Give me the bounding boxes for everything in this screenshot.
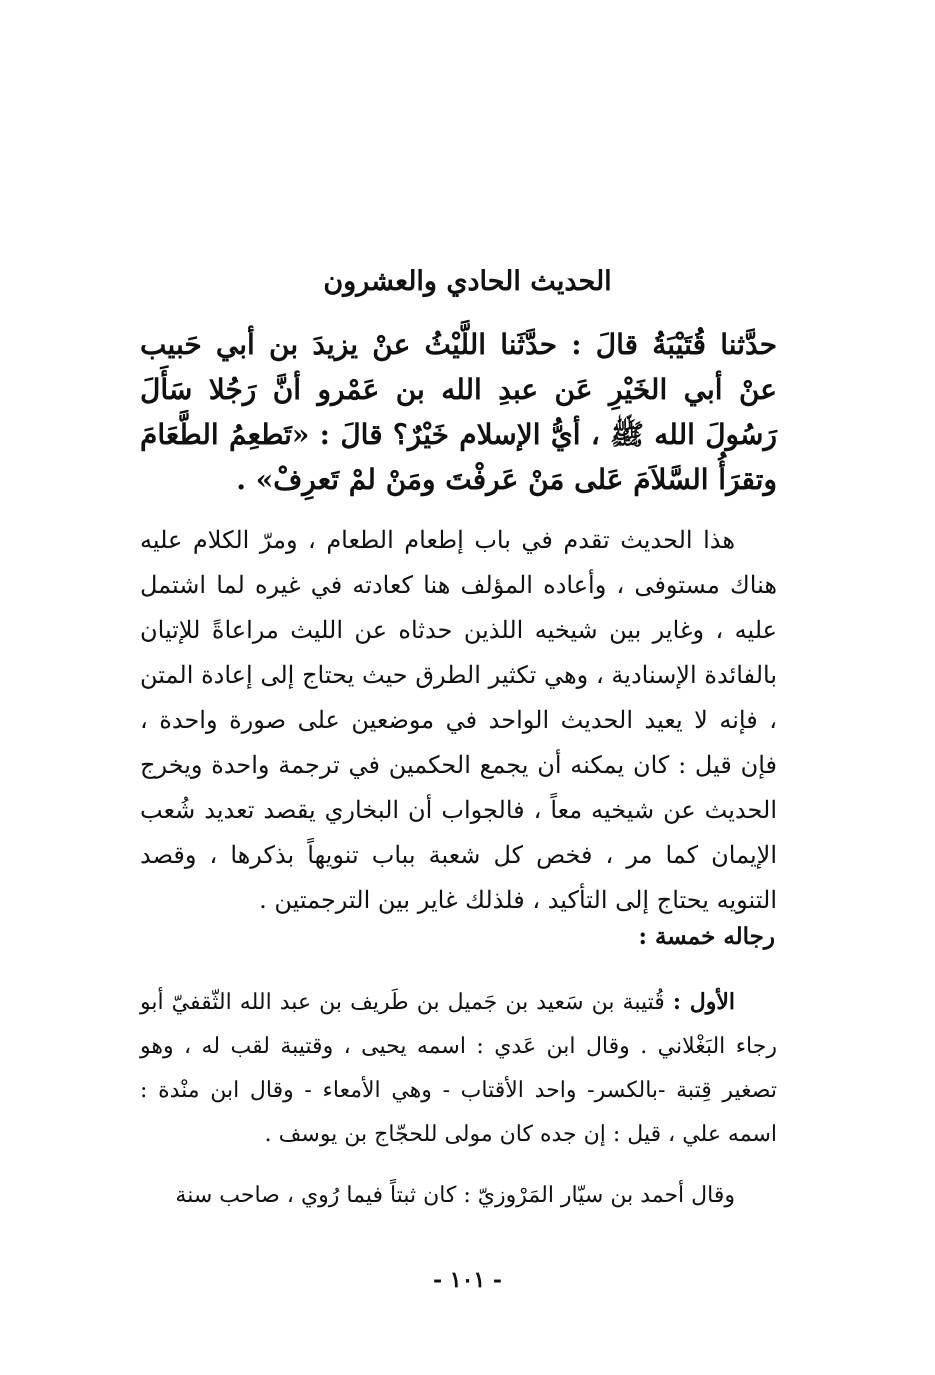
first-narrator-paragraph — [140, 980, 777, 1157]
hadith-text: حدَّثنا قُتَيْبَةُ قالَ : حدَّثَنا اللَّيْثُ عنْ يزيدَ بن أبي حَبيب عنْ أبي الخَيْرِ عَن عبدِ الله بن عَمْرو أنَّ رَجُلا سَأَلَ رَسُولَ الله ﷺ ، أيُّ الإسلام خَيْرٌ؟ قالَ : «تَطعِمُ الطَّعَامَ وتقرَأُ السَّلاَمَ عَلى مَنْ عَرفْتَ ومَنْ لمْ تَعرِفْ» . — [140, 328, 777, 496]
narrators-heading: رجاله خمسة : — [638, 923, 775, 950]
first-narrator-text: قُتيبة بن سَعيد بن جَميل بن طَريف بن عبد الله الثّقفيّ أبو رجاء البَغْلاني . وقال ابن عَدي : اسمه يحيى ، وقتيبة لقب له ، وهو تصغير قِتبة -بالكسر- واحد الأقتاب - وهي الأمعاء - وقال ابن منْدة : اسمه علي ، قيل : إن جده كان مولى للحجّاج بن يوسف . — [140, 990, 777, 1147]
page-number: - ١٠١ - — [432, 1267, 503, 1293]
commentary-paragraph: هذا الحديث تقدم في باب إطعام الطعام ، ومرّ الكلام عليه هناك مستوفى ، وأعاده المؤلف هنا كعادته في غيره لما اشتمل عليه ، وغاير بين شيخيه اللذين حدثاه عن الليث مراعاةً للإتيان بالفائدة الإسنادية ، وهي تكثير الطرق حيث يحتاج إلى إعادة المتن ، فإنه لا يعيد الحديث الواحد في موضعين على صورة واحدة ، فإن قيل : كان يمكنه أن يجمع الحكمين في ترجمة واحدة ويخرج الحديث عن شيخيه معاً ، فالجواب أن البخاري يقصد تعديد شُعب الإيمان كما مر ، فخص كل شعبة بباب تنويهاً بذكرها ، وقصد التنويه يحتاج إلى التأكيد ، فلذلك غاير بين الترجمتين . — [140, 526, 778, 914]
chapter-title: الحديث الحادي والعشرون — [323, 266, 612, 297]
second-paragraph: وقال أحمد بن سيّار المَرْوزيّ : كان ثبتاً فيما رُوي ، صاحب سنة — [175, 1183, 735, 1208]
first-narrator-label: الأول : — [672, 989, 735, 1015]
